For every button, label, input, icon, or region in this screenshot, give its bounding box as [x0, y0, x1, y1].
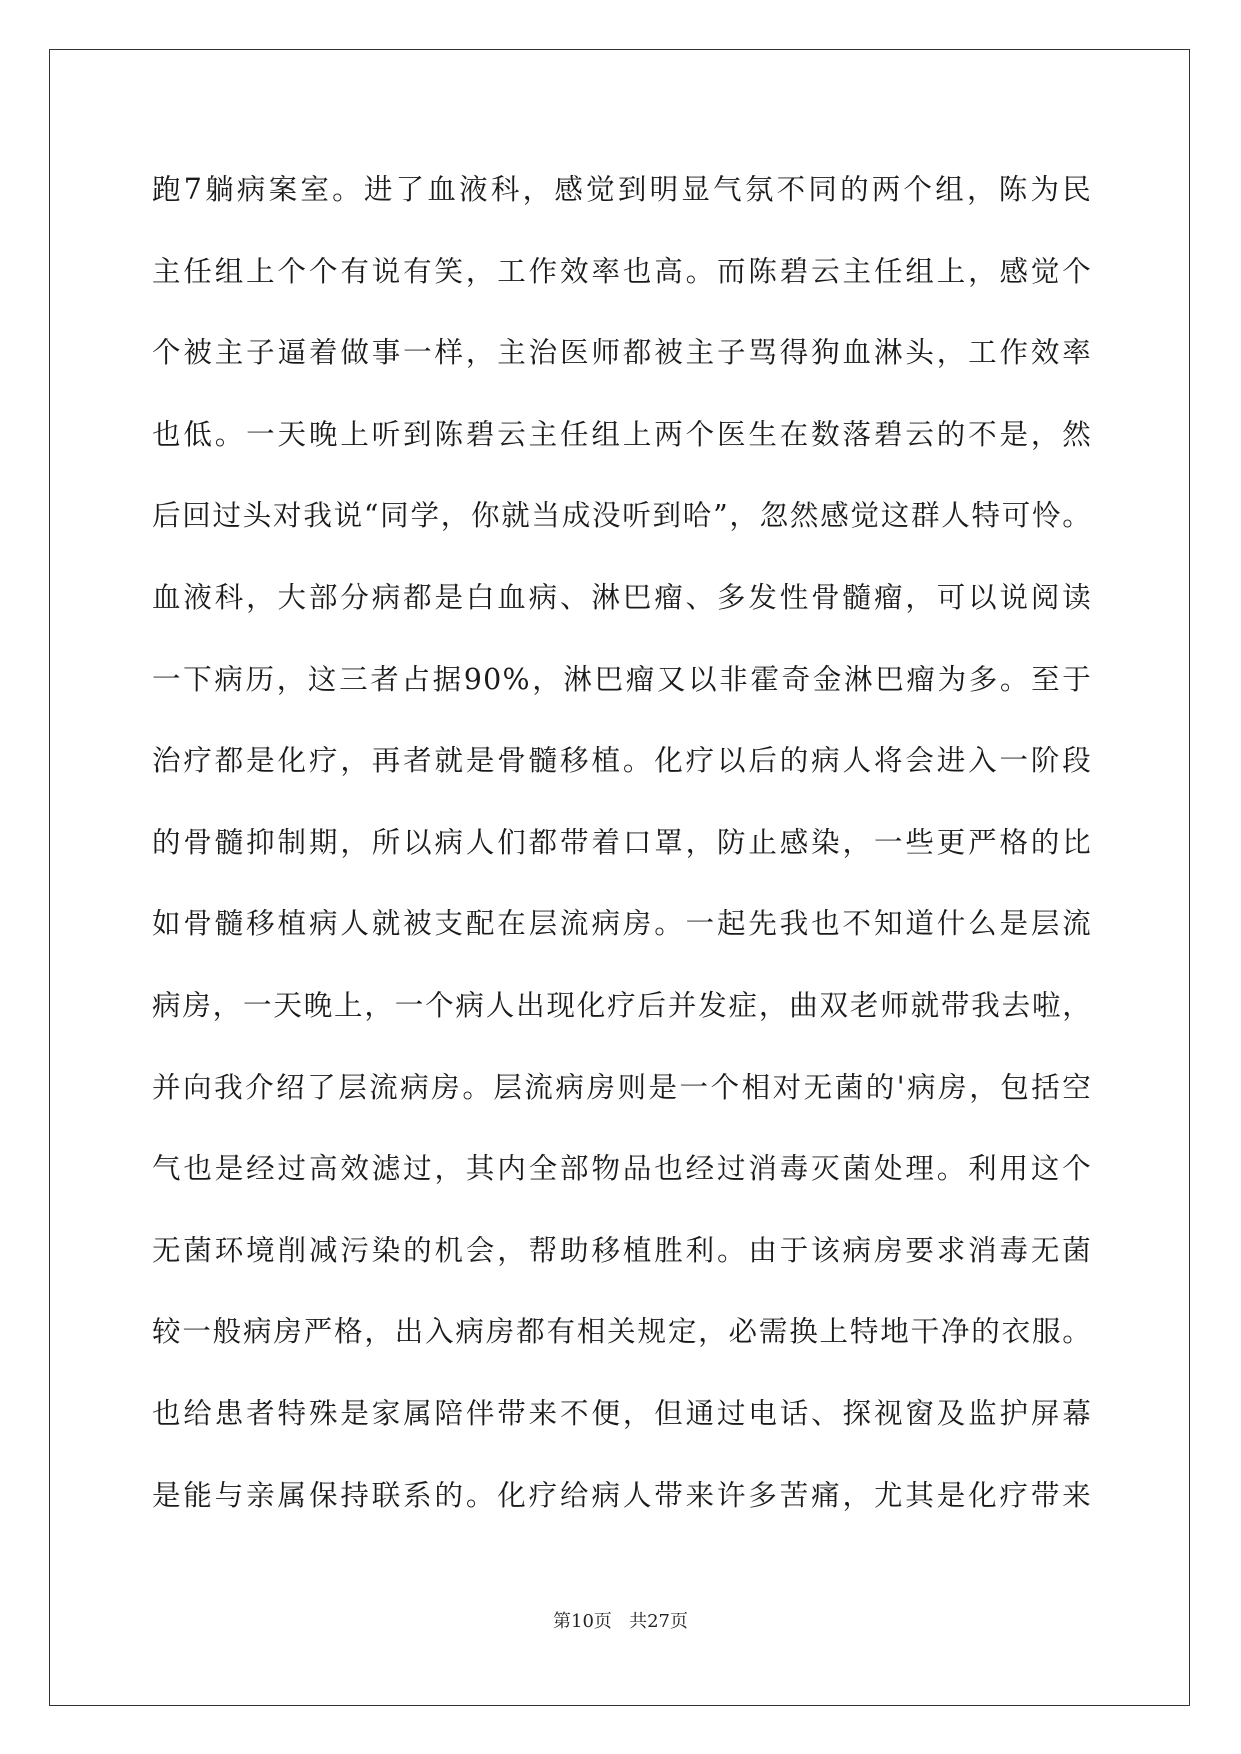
text-line: 个被主子逼着做事一样，主治医师都被主子骂得狗血淋头，工作效率 [152, 336, 1092, 370]
footer-gap [612, 1611, 629, 1632]
page-footer [0, 1610, 1241, 1634]
text-line: 并向我介绍了层流病房。层流病房则是一个相对无菌的'病房，包括空 [152, 1070, 1092, 1104]
text-line: 病房，一天晚上，一个病人出现化疗后并发症，曲双老师就带我去啦， [152, 988, 1092, 1022]
text-line: 气也是经过高效滤过，其内全部物品也经过消毒灭菌处理。利用这个 [152, 1152, 1092, 1186]
total-pages: 共27页 [629, 1611, 688, 1632]
text-line: 如骨髓移植病人就被支配在层流病房。一起先我也不知道什么是层流 [152, 907, 1092, 941]
text-line: 一下病历，这三者占据90%，淋巴瘤又以非霍奇金淋巴瘤为多。至于 [152, 662, 1092, 696]
text-line: 主任组上个个有说有笑，工作效率也高。而陈碧云主任组上，感觉个 [152, 254, 1092, 288]
text-line: 无菌环境削减污染的机会，帮助移植胜利。由于该病房要求消毒无菌 [152, 1233, 1092, 1267]
text-line: 治疗都是化疗，再者就是骨髓移植。化疗以后的病人将会进入一阶段 [152, 744, 1092, 778]
text-line: 也给患者特殊是家属陪伴带来不便，但通过电话、探视窗及监护屏幕 [152, 1396, 1092, 1430]
body-text [152, 160, 1092, 1547]
text-line: 的骨髓抑制期，所以病人们都带着口罩，防止感染，一些更严格的比 [152, 825, 1092, 859]
text-line: 是能与亲属保持联系的。化疗给病人带来许多苦痛，尤其是化疗带来 [152, 1478, 1092, 1512]
text-line: 较一般病房严格，出入病房都有相关规定，必需换上特地干净的衣服。 [152, 1315, 1092, 1349]
text-line: 血液科，大部分病都是白血病、淋巴瘤、多发性骨髓瘤，可以说阅读 [152, 580, 1092, 614]
text-line: 跑7躺病案室。进了血液科，感觉到明显气氛不同的两个组，陈为民 [152, 173, 1092, 206]
text-line: 后回过头对我说“同学，你就当成没听到哈”，忽然感觉这群人特可怜。 [152, 499, 1092, 533]
page-number: 第10页 [553, 1611, 612, 1632]
text-line: 也低。一天晚上听到陈碧云主任组上两个医生在数落碧云的不是，然 [152, 417, 1092, 451]
